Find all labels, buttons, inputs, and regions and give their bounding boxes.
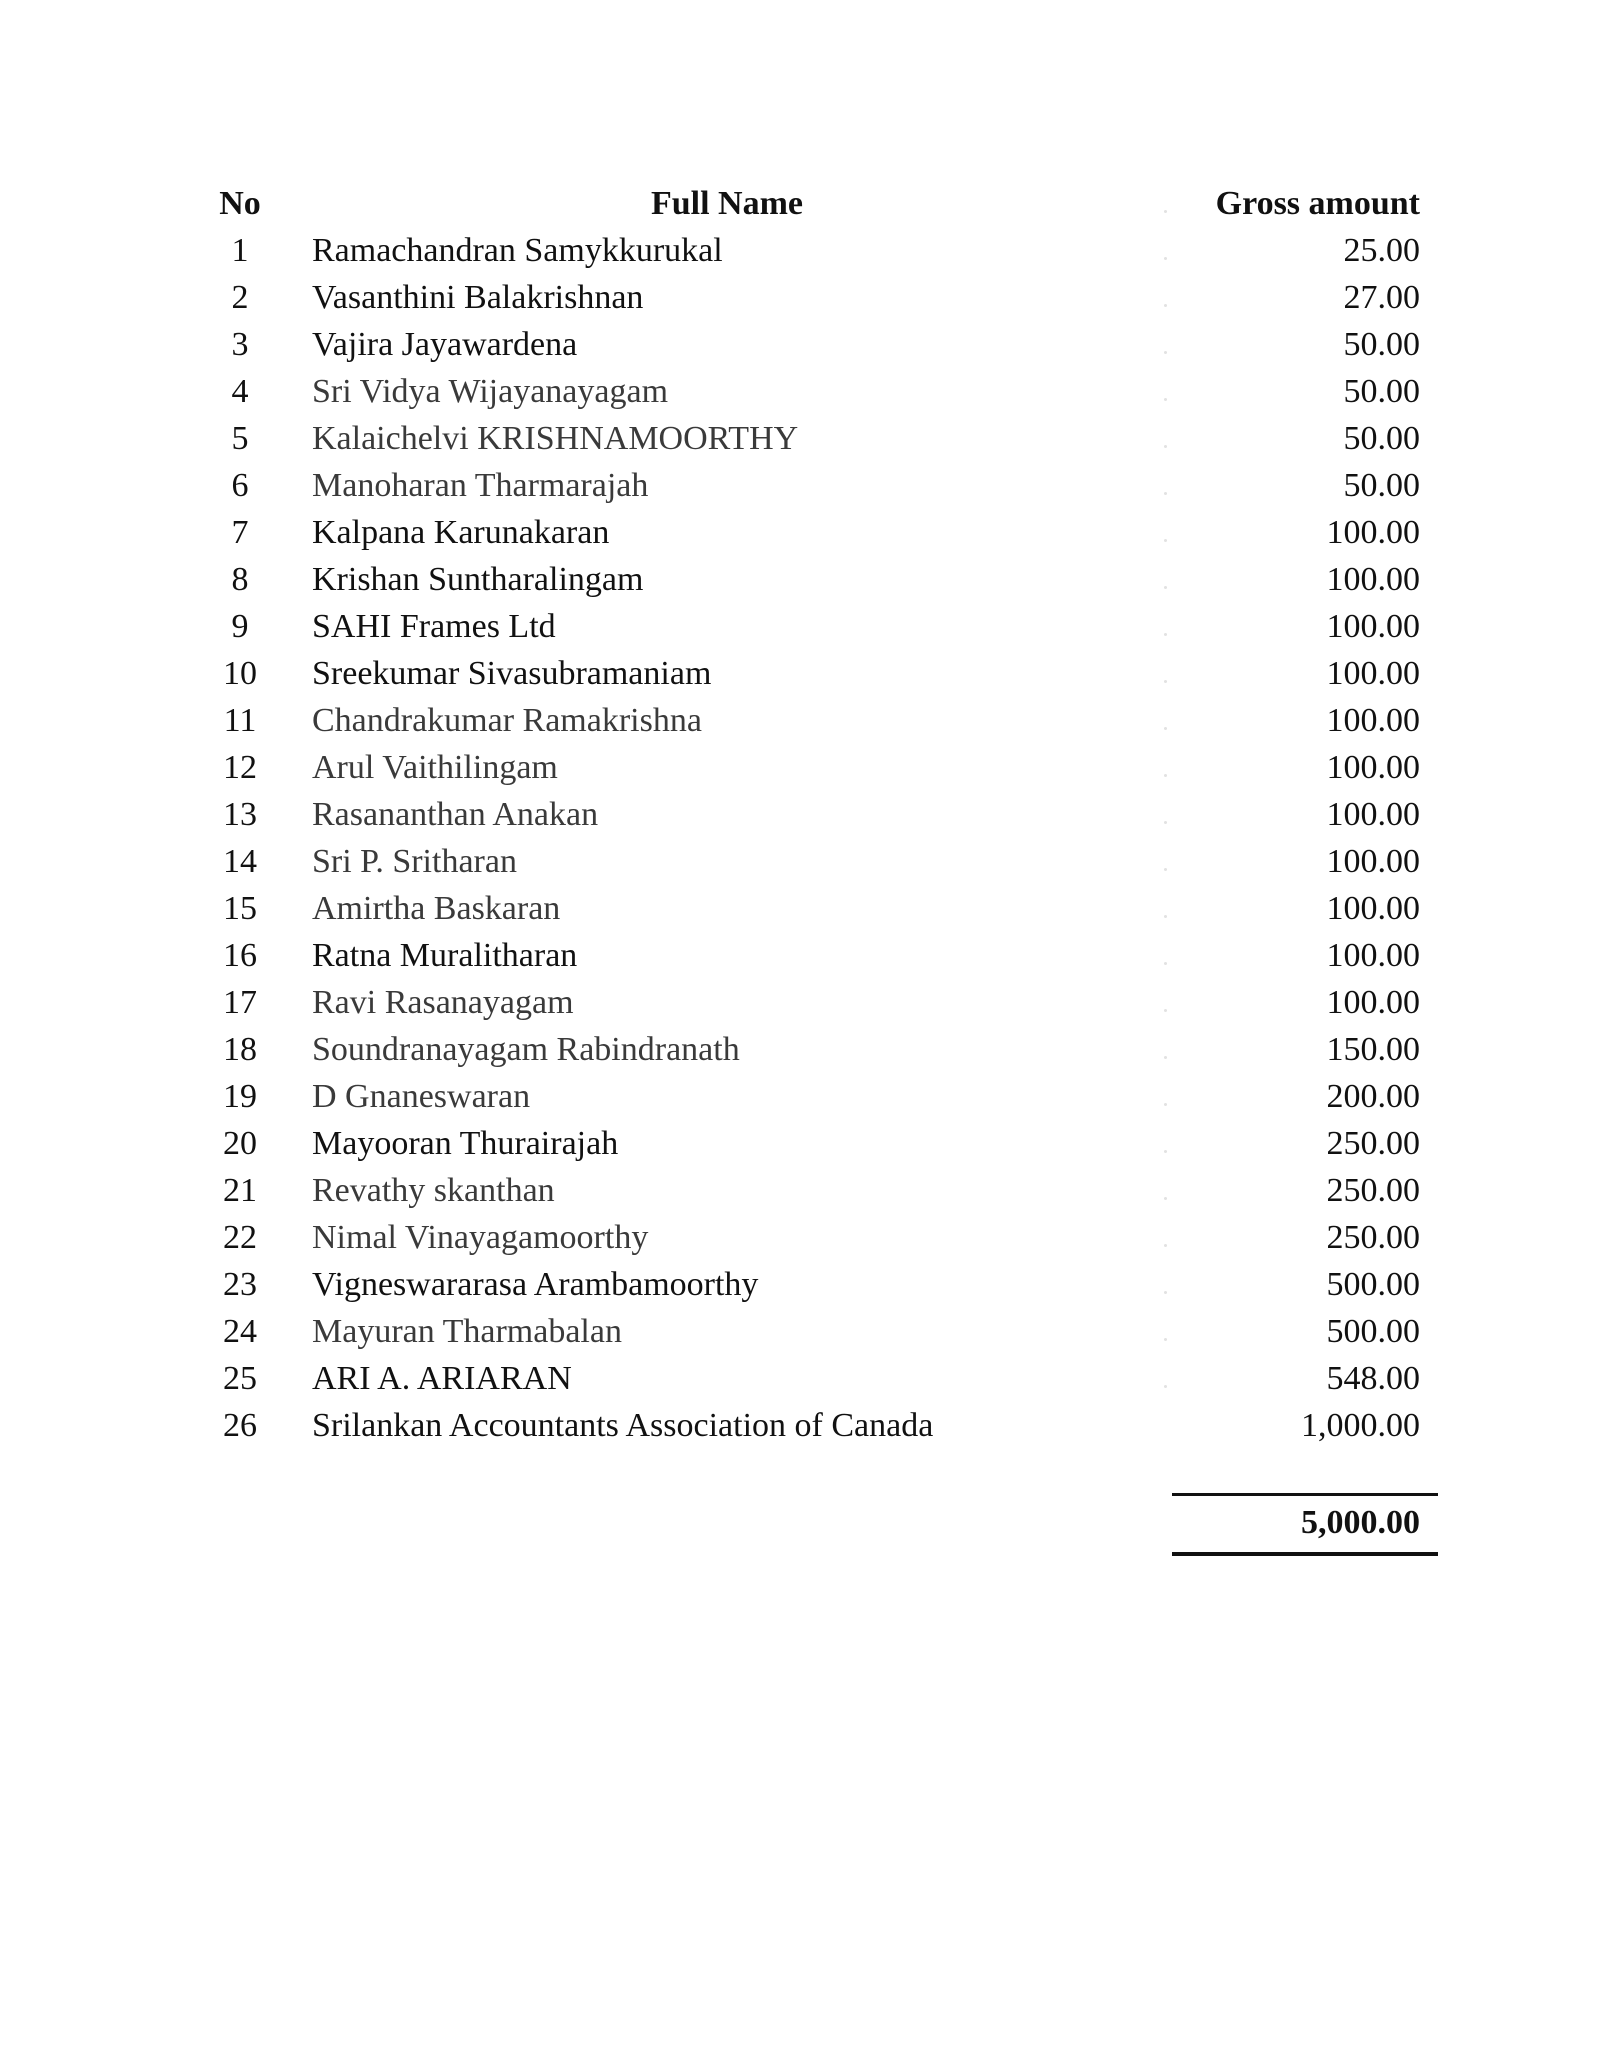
row-no: 15 <box>223 890 257 927</box>
table-row <box>0 791 1600 838</box>
row-name: Vigneswararasa Arambamoorthy <box>312 1266 759 1303</box>
row-name: Ratna Muralitharan <box>312 937 578 974</box>
column-divider-mark <box>1164 1056 1167 1059</box>
column-divider-mark <box>1164 1385 1167 1388</box>
table-row <box>0 509 1600 556</box>
column-divider-mark <box>1164 680 1167 683</box>
row-name: Soundranayagam Rabindranath <box>312 1031 740 1068</box>
row-no: 17 <box>223 984 257 1021</box>
row-no: 18 <box>223 1031 257 1068</box>
row-no: 12 <box>223 749 257 786</box>
table-row <box>0 885 1600 932</box>
column-divider-mark <box>1164 445 1167 448</box>
row-no: 2 <box>231 279 249 316</box>
table-row <box>0 1355 1600 1402</box>
row-no: 3 <box>231 326 249 363</box>
row-amount: 250.00 <box>1326 1219 1420 1256</box>
row-name: Kalpana Karunakaran <box>312 514 610 551</box>
column-divider-mark <box>1164 1338 1167 1341</box>
column-divider-mark <box>1164 210 1167 213</box>
row-amount: 1,000.00 <box>1301 1407 1420 1444</box>
row-no: 19 <box>223 1078 257 1115</box>
row-amount: 100.00 <box>1326 561 1420 598</box>
row-no: 20 <box>223 1125 257 1162</box>
row-name: Nimal Vinayagamoorthy <box>312 1219 649 1256</box>
row-name: Manoharan Tharmarajah <box>312 467 649 504</box>
row-name: Amirtha Baskaran <box>312 890 561 927</box>
row-amount: 100.00 <box>1326 796 1420 833</box>
column-divider-mark <box>1164 1150 1167 1153</box>
column-divider-mark <box>1164 727 1167 730</box>
row-no: 14 <box>223 843 257 880</box>
row-no: 11 <box>223 702 257 739</box>
row-no: 5 <box>231 420 249 457</box>
row-no: 25 <box>223 1360 257 1397</box>
row-no: 10 <box>223 655 257 692</box>
row-name: Ramachandran Samykkurukal <box>312 232 723 269</box>
column-divider-mark <box>1164 351 1167 354</box>
row-amount: 100.00 <box>1326 843 1420 880</box>
column-divider-mark <box>1164 1009 1167 1012</box>
row-no: 23 <box>223 1266 257 1303</box>
column-divider-mark <box>1164 868 1167 871</box>
row-no: 6 <box>231 467 249 504</box>
table-row <box>0 603 1600 650</box>
column-divider-mark <box>1164 633 1167 636</box>
row-name: Srilankan Accountants Association of Canada <box>312 1407 934 1444</box>
row-amount: 100.00 <box>1326 984 1420 1021</box>
row-amount: 100.00 <box>1326 608 1420 645</box>
row-amount: 250.00 <box>1326 1125 1420 1162</box>
table-row <box>0 462 1600 509</box>
row-amount: 100.00 <box>1326 937 1420 974</box>
table-row <box>0 274 1600 321</box>
row-name: Vajira Jayawardena <box>312 326 578 363</box>
row-amount: 50.00 <box>1343 467 1420 504</box>
row-name: Vasanthini Balakrishnan <box>312 279 644 316</box>
row-no: 7 <box>231 514 249 551</box>
table-row <box>0 650 1600 697</box>
column-divider-mark <box>1164 539 1167 542</box>
row-no: 24 <box>223 1313 257 1350</box>
row-no: 4 <box>231 373 249 410</box>
table-row <box>0 368 1600 415</box>
row-no: 9 <box>231 608 249 645</box>
header-gross-amount: Gross amount <box>1215 185 1420 222</box>
row-name: Chandrakumar Ramakrishna <box>312 702 702 739</box>
row-name: Sreekumar Sivasubramaniam <box>312 655 712 692</box>
row-amount: 250.00 <box>1326 1172 1420 1209</box>
row-amount: 100.00 <box>1326 514 1420 551</box>
column-divider-mark <box>1164 774 1167 777</box>
table-row <box>0 1308 1600 1355</box>
row-no: 13 <box>223 796 257 833</box>
row-amount: 100.00 <box>1326 655 1420 692</box>
row-name: ARI A. ARIARAN <box>312 1360 572 1397</box>
row-no: 8 <box>231 561 249 598</box>
table-row <box>0 1026 1600 1073</box>
table-row <box>0 1402 1600 1449</box>
column-divider-mark <box>1164 398 1167 401</box>
row-amount: 500.00 <box>1326 1313 1420 1350</box>
table-row <box>0 1261 1600 1308</box>
column-divider-mark <box>1164 1103 1167 1106</box>
table-row <box>0 932 1600 979</box>
row-no: 16 <box>223 937 257 974</box>
row-amount: 200.00 <box>1326 1078 1420 1115</box>
row-amount: 100.00 <box>1326 749 1420 786</box>
column-divider-mark <box>1164 304 1167 307</box>
table-row <box>0 838 1600 885</box>
column-divider-mark <box>1164 1291 1167 1294</box>
row-name: Sri Vidya Wijayanayagam <box>312 373 669 410</box>
table-row <box>0 1167 1600 1214</box>
row-name: Krishan Suntharalingam <box>312 561 644 598</box>
row-amount: 27.00 <box>1343 279 1420 316</box>
row-amount: 50.00 <box>1343 420 1420 457</box>
table-header-row <box>0 180 1600 227</box>
row-amount: 50.00 <box>1343 373 1420 410</box>
table-row <box>0 556 1600 603</box>
row-no: 22 <box>223 1219 257 1256</box>
row-name: Mayuran Tharmabalan <box>312 1313 622 1350</box>
table-row <box>0 1214 1600 1261</box>
row-amount: 548.00 <box>1326 1360 1420 1397</box>
table-row <box>0 415 1600 462</box>
row-no: 21 <box>223 1172 257 1209</box>
column-divider-mark <box>1164 915 1167 918</box>
row-amount: 100.00 <box>1326 702 1420 739</box>
row-name: D Gnaneswaran <box>312 1078 531 1115</box>
table-row <box>0 1073 1600 1120</box>
row-amount: 25.00 <box>1343 232 1420 269</box>
row-name: Sri P. Sritharan <box>312 843 517 880</box>
row-amount: 100.00 <box>1326 890 1420 927</box>
column-divider-mark <box>1164 257 1167 260</box>
total-box <box>1172 1493 1438 1556</box>
row-no: 1 <box>231 232 249 269</box>
row-amount: 500.00 <box>1326 1266 1420 1303</box>
row-name: Revathy skanthan <box>312 1172 555 1209</box>
row-name: Ravi Rasanayagam <box>312 984 574 1021</box>
column-divider-mark <box>1164 821 1167 824</box>
table-row <box>0 227 1600 274</box>
row-no: 26 <box>223 1407 257 1444</box>
column-divider-mark <box>1164 1197 1167 1200</box>
table-row <box>0 697 1600 744</box>
header-no: No <box>219 185 261 222</box>
row-name: Kalaichelvi KRISHNAMOORTHY <box>312 420 799 457</box>
row-amount: 50.00 <box>1343 326 1420 363</box>
table-row <box>0 321 1600 368</box>
column-divider-mark <box>1164 1244 1167 1247</box>
row-name: Mayooran Thurairajah <box>312 1125 619 1162</box>
table-row <box>0 1120 1600 1167</box>
header-full-name: Full Name <box>650 185 804 222</box>
table-row <box>0 979 1600 1026</box>
row-name: Arul Vaithilingam <box>312 749 558 786</box>
row-amount: 150.00 <box>1326 1031 1420 1068</box>
column-divider-mark <box>1164 586 1167 589</box>
row-name: SAHI Frames Ltd <box>312 608 556 645</box>
row-name: Rasananthan Anakan <box>312 796 599 833</box>
column-divider-mark <box>1164 492 1167 495</box>
column-divider-mark <box>1164 962 1167 965</box>
total-amount: 5,000.00 <box>1301 1504 1420 1541</box>
table-row <box>0 744 1600 791</box>
